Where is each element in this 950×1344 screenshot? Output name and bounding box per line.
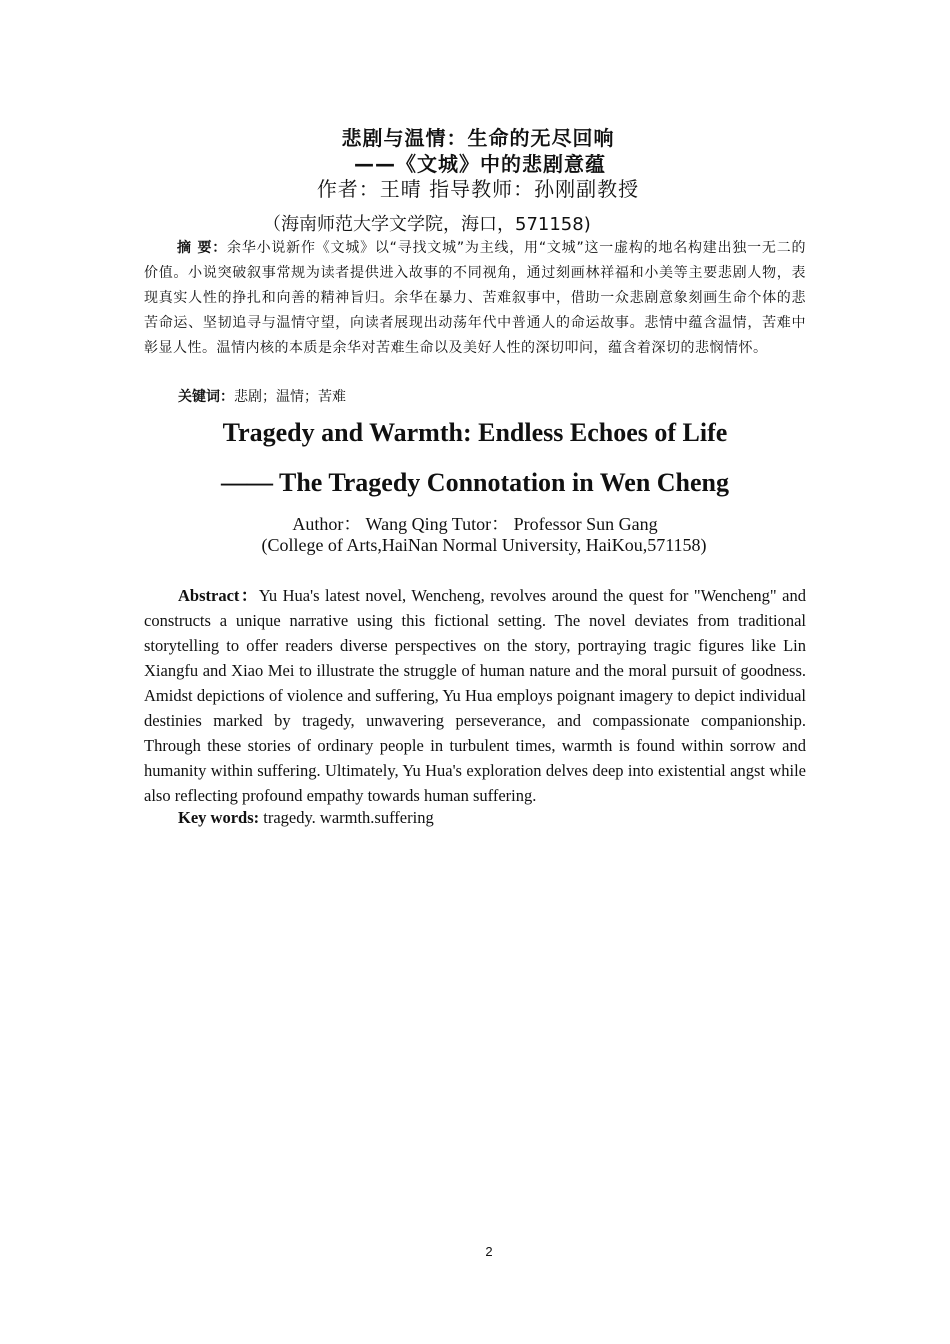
chinese-keywords-label: 关键词： [178, 389, 234, 405]
english-title: Tragedy and Warmth: Endless Echoes of Life [222, 418, 728, 447]
chinese-author-line: 作者：王晴 指导教师：孙刚副教授 [316, 177, 640, 201]
english-subtitle: —— The Tragedy Connotation in Wen Cheng [220, 468, 730, 497]
chinese-abstract-text: 余华小说新作《文城》以“寻找文城”为主线，用“文城”这一虚构的地名构建出独一无二的价值。小说突破叙事常规为读者提供进入故事的不同视角，通过刻画林祥福和小美等主要悲剧人物，表现真实人性的挣扎和向善的精神旨归。余华在暴力、苦难叙事中，借助一众悲剧意象刻画生命个体的悲苦命运、坚韧追寻与温情守望，向读者展现出动荡年代中普通人的命运故事。悲情中蕴含温情，苦难中彰显人性。温情内核的本质是余华对苦难生命以及美好人性的深切叩问，蕴含着深切的悲悯情怀。 [144, 240, 807, 356]
chinese-abstract [144, 236, 806, 361]
english-author-line: Author： Wang Qing Tutor： Professor Sun Gang [292, 514, 658, 534]
english-keywords-text: tragedy. warmth.suffering [259, 808, 434, 827]
english-affiliation: (College of Arts,HaiNan Normal University, HaiKou,571158) [261, 535, 707, 555]
english-abstract-text: Yu Hua's latest novel, Wencheng, revolves around the quest for "Wencheng" and constructs a unique narrative using this fictional setting. The novel deviates from traditional storytelling to offer readers diverse perspectives on the story, portraying tragic figures like Lin Xiangfu and Xiao Mei to illustrate the struggle of human nature and the moral pursuit of goodness. Amidst depictions of violence and suffering, Yu Hua employs poignant imagery to depict individual destinies marked by tragedy, unwavering perseverance, and compassionate companionship. Through these stories of ordinary people in turbulent times, warmth is found within sorrow and humanity within suffering. Ultimately, Yu Hua's exploration delves deep into existential angst while also reflecting profound empathy towards human suffering. [144, 586, 806, 805]
chinese-keywords [178, 386, 346, 406]
page-number: 2 [485, 1244, 493, 1259]
english-abstract [144, 583, 806, 808]
english-keywords [178, 808, 434, 828]
english-abstract-label: Abstract： [178, 586, 259, 605]
chinese-subtitle: ——《文城》中的悲剧意蕴 [354, 152, 606, 176]
chinese-keywords-text: 悲剧；温情；苦难 [234, 389, 346, 405]
chinese-title: 悲剧与温情：生命的无尽回响 [341, 126, 615, 150]
chinese-abstract-label: 摘 要： [177, 240, 228, 256]
english-keywords-label: Key words: [178, 808, 260, 827]
chinese-affiliation: （海南师范大学文学院，海口，571158) [263, 214, 591, 235]
